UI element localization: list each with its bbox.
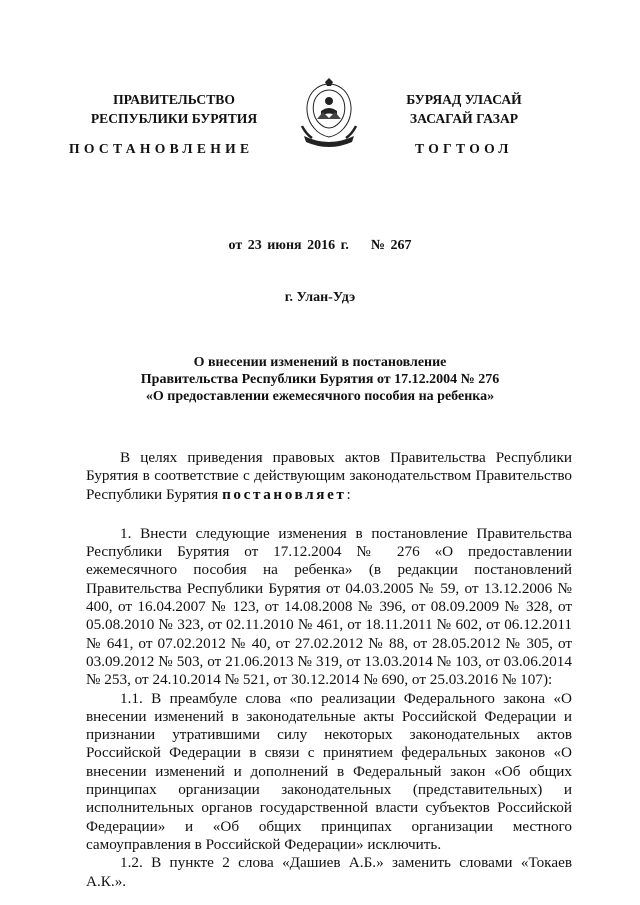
doc-type-ru: ПОСТАНОВЛЕНИЕ	[69, 141, 254, 156]
item-1: 1. Внести следующие изменения в постановление Правительства Республики Бурятия от 17.12.2004 № 276 «О предоставлении ежемесячного пособия на ребенка» (в редакции постановлений Правительства Республики Бурятия от 04.03.2005 № 59, от 13.12.2006 № 400, от 16.04.2007 № 123, от 14.08.2008 № 396, от 08.09.2009 № 328, от 05.08.2010 № 323, от 02.11.2010 № 461, от 18.11.2011 № 602, от 06.12.2011 № 641, от 07.02.2012 № 40, от 27.02.2012 № 88, от 28.05.2012 № 305, от 03.09.2012 № 503, от 21.06.2013 № 319, от 13.03.2014 № 103, от 03.06.2014 № 253, от 24.10.2014 № 521, от 30.12.2014 № 690, от 25.03.2016 № 107):	[86, 524, 572, 689]
doc-type-bua: ТОГТООЛ	[415, 141, 513, 156]
issuer-bua-line2: ЗАСАГАЙ ГАЗАР	[409, 111, 519, 126]
date-number	[0, 238, 640, 254]
issuer-ru-line1: ПРАВИТЕЛЬСТВО	[113, 92, 235, 107]
intro-decree-word: постановляет	[222, 485, 347, 503]
document-title	[100, 354, 540, 405]
issuer-ru-line2: РЕСПУБЛИКИ БУРЯТИЯ	[90, 111, 258, 126]
intro-end: :	[346, 485, 351, 503]
item-1-2: 1.2. В пункте 2 слова «Дашиев А.Б.» заменить словами «Токаев А.К.».	[86, 854, 572, 890]
issuer-ru	[85, 90, 263, 128]
title-line2: Правительства Республики Бурятия от 17.12.2004 № 276	[140, 372, 500, 387]
title-line3: «О предоставлении ежемесячного пособия на ребенка»	[145, 389, 495, 404]
buryatia-coat-of-arms-icon	[298, 78, 360, 148]
title-line1: О внесении изменений в постановление	[193, 355, 447, 370]
city: г. Улан-Удэ	[284, 290, 356, 305]
date-number-text: от 23 июня 2016 г. № 267	[228, 238, 412, 253]
issuer-bua	[383, 90, 545, 128]
intro-text: В целях приведения правовых актов Правительства Республики Бурятия в соответствие с действующим законодательством Правительство Республики Бурятия	[86, 449, 572, 503]
intro-paragraph	[86, 449, 572, 504]
item-1-1: 1.1. В преамбуле слова «по реализации Федерального закона «О внесении изменений в законодательные акты Российской Федерации и признании утратившими силу некоторых законодательных актов Российской Федерации в связи с принятием федеральных законов «О внесении изменений и дополнений в Федеральный закон «Об общих принципах организации законодательных (представительных) и исполнительных органов государственной власти субъектов Российской Федерации» и «Об общих принципах организации местного самоуправления в Российской Федерации» исключить.	[86, 689, 572, 853]
issuer-bua-line1: БУРЯАД УЛАСАЙ	[406, 92, 522, 107]
document-body	[86, 449, 572, 891]
